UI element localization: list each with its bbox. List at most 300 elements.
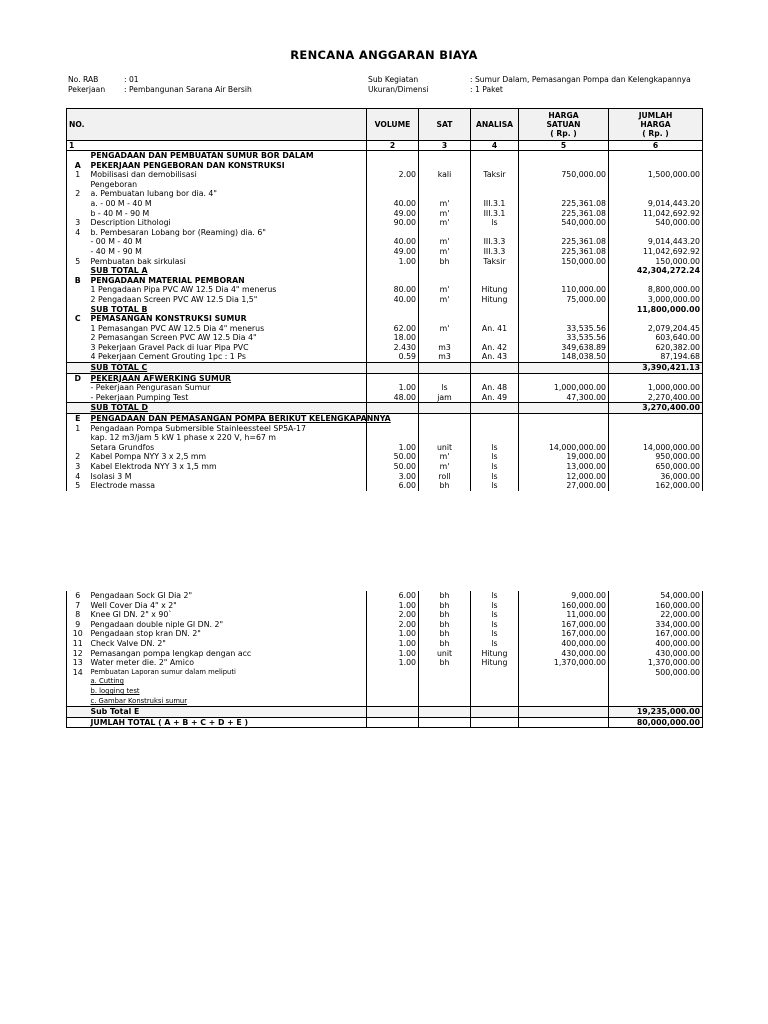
row-volume: 1.00 bbox=[367, 257, 419, 267]
row-unit bbox=[419, 677, 471, 687]
row-description: - Pekerjaan Pumping Test bbox=[89, 393, 367, 403]
row-description: Electrode massa bbox=[89, 481, 367, 491]
row-description: Pemasangan pompa lengkap dengan acc bbox=[89, 649, 367, 659]
row-volume: 2.00 bbox=[367, 170, 419, 180]
table-row bbox=[67, 333, 703, 343]
table-row bbox=[67, 170, 703, 180]
row-volume bbox=[367, 266, 419, 276]
row-description: PEMASANGAN KONSTRUKSI SUMUR bbox=[89, 314, 367, 324]
row-unit: bh bbox=[419, 639, 471, 649]
row-total-price: 650,000.00 bbox=[609, 462, 703, 472]
row-description: a. Pembuatan lubang bor dia. 4" bbox=[89, 189, 367, 199]
row-analysis: ls bbox=[471, 610, 519, 620]
row-total-price: 1,000,000.00 bbox=[609, 383, 703, 393]
row-total-price bbox=[609, 687, 703, 697]
table-row bbox=[67, 151, 703, 161]
row-total-price: 162,000.00 bbox=[609, 481, 703, 491]
row-unit-price bbox=[519, 414, 609, 424]
row-volume: 1.00 bbox=[367, 443, 419, 453]
table-row bbox=[67, 601, 703, 611]
row-unit-price bbox=[519, 373, 609, 383]
row-unit-price: 12,000.00 bbox=[519, 472, 609, 482]
row-total-price: 160,000.00 bbox=[609, 601, 703, 611]
row-analysis bbox=[471, 373, 519, 383]
row-volume bbox=[367, 677, 419, 687]
row-total-price: 500,000.00 bbox=[609, 668, 703, 678]
row-description: a. - 00 M - 40 M bbox=[89, 199, 367, 209]
row-total-price: 1,370,000.00 bbox=[609, 658, 703, 668]
row-unit: ls bbox=[419, 383, 471, 393]
row-description: Description Lithologi bbox=[89, 218, 367, 228]
row-description: SUB TOTAL A bbox=[89, 266, 367, 276]
row-description: Pengeboran bbox=[89, 180, 367, 190]
row-total-price: 80,000,000.00 bbox=[609, 717, 703, 728]
table-row bbox=[67, 237, 703, 247]
row-description: JUMLAH TOTAL ( A + B + C + D + E ) bbox=[89, 717, 367, 728]
row-unit-price: 150,000.00 bbox=[519, 257, 609, 267]
row-volume bbox=[367, 697, 419, 707]
row-unit-price bbox=[519, 424, 609, 434]
rab-table-continued bbox=[66, 591, 703, 728]
row-total-price bbox=[609, 276, 703, 286]
table-row bbox=[67, 697, 703, 707]
row-no: 1 bbox=[67, 170, 89, 180]
row-unit-price: 1,000,000.00 bbox=[519, 383, 609, 393]
row-unit bbox=[419, 373, 471, 383]
row-total-price: 950,000.00 bbox=[609, 452, 703, 462]
row-volume bbox=[367, 668, 419, 678]
table-row bbox=[67, 677, 703, 687]
row-unit bbox=[419, 333, 471, 343]
row-description: Water meter die. 2" Amico bbox=[89, 658, 367, 668]
row-volume bbox=[367, 189, 419, 199]
row-volume bbox=[367, 305, 419, 315]
row-unit-price bbox=[519, 228, 609, 238]
table-row bbox=[67, 363, 703, 374]
no-rab-label: No. RAB bbox=[68, 75, 99, 84]
row-volume bbox=[367, 403, 419, 414]
row-description: Check Valve DN. 2" bbox=[89, 639, 367, 649]
row-analysis bbox=[471, 363, 519, 374]
row-analysis: ls bbox=[471, 620, 519, 630]
index-4: 4 bbox=[471, 141, 519, 151]
row-unit-price bbox=[519, 276, 609, 286]
table-row bbox=[67, 199, 703, 209]
row-no bbox=[67, 285, 89, 295]
row-description: Pengadaan stop kran DN. 2" bbox=[89, 629, 367, 639]
table-row bbox=[67, 403, 703, 414]
row-unit bbox=[419, 180, 471, 190]
rab-table bbox=[66, 108, 703, 491]
row-total-price bbox=[609, 161, 703, 171]
row-no bbox=[67, 324, 89, 334]
row-unit: bh bbox=[419, 620, 471, 630]
row-no bbox=[67, 697, 89, 707]
table-row bbox=[67, 343, 703, 353]
pekerjaan-value: : Pembangunan Sarana Air Bersih bbox=[124, 85, 252, 94]
column-index-row bbox=[67, 141, 703, 151]
row-volume: 6.00 bbox=[367, 481, 419, 491]
row-unit: unit bbox=[419, 649, 471, 659]
row-analysis: III.3.3 bbox=[471, 247, 519, 257]
table-row bbox=[67, 687, 703, 697]
row-unit bbox=[419, 151, 471, 161]
row-total-price bbox=[609, 373, 703, 383]
row-analysis bbox=[471, 403, 519, 414]
sub-kegiatan-label: Sub Kegiatan bbox=[368, 75, 419, 84]
row-total-price: 42,304,272.24 bbox=[609, 266, 703, 276]
row-no: A bbox=[67, 161, 89, 171]
row-analysis: ls bbox=[471, 443, 519, 453]
row-volume: 40.00 bbox=[367, 295, 419, 305]
row-unit bbox=[419, 668, 471, 678]
table-row bbox=[67, 373, 703, 383]
table-row bbox=[67, 414, 703, 424]
row-unit bbox=[419, 276, 471, 286]
row-unit-price bbox=[519, 266, 609, 276]
row-no bbox=[67, 343, 89, 353]
row-total-price: 2,270,400.00 bbox=[609, 393, 703, 403]
row-description: kap. 12 m3/jam 5 kW 1 phase x 220 V, h=67 m bbox=[89, 433, 367, 443]
row-unit-price bbox=[519, 707, 609, 718]
row-no bbox=[67, 237, 89, 247]
row-analysis: III.3.3 bbox=[471, 237, 519, 247]
row-analysis: III.3.1 bbox=[471, 199, 519, 209]
row-unit bbox=[419, 424, 471, 434]
row-no: 12 bbox=[67, 649, 89, 659]
row-volume bbox=[367, 433, 419, 443]
sub-kegiatan-value: : Sumur Dalam, Pemasangan Pompa dan Kelengkapannya bbox=[470, 75, 691, 84]
row-unit: m' bbox=[419, 199, 471, 209]
row-unit-price bbox=[519, 697, 609, 707]
row-description: Sub Total E bbox=[89, 707, 367, 718]
row-volume: 48.00 bbox=[367, 393, 419, 403]
no-rab-value: : 01 bbox=[124, 75, 139, 84]
row-analysis: An. 49 bbox=[471, 393, 519, 403]
row-total-price: 620,382.00 bbox=[609, 343, 703, 353]
row-no bbox=[67, 707, 89, 718]
row-unit: bh bbox=[419, 601, 471, 611]
row-volume bbox=[367, 314, 419, 324]
row-unit: m3 bbox=[419, 343, 471, 353]
row-total-price: 9,014,443.20 bbox=[609, 237, 703, 247]
row-unit-price: 33,535.56 bbox=[519, 324, 609, 334]
row-unit bbox=[419, 433, 471, 443]
row-volume: 62.00 bbox=[367, 324, 419, 334]
row-no bbox=[67, 443, 89, 453]
row-no bbox=[67, 199, 89, 209]
row-no bbox=[67, 266, 89, 276]
row-description: c. Gambar Konstruksi sumur bbox=[89, 697, 367, 707]
header-jumlah-harga bbox=[609, 109, 703, 141]
row-description: a. Cutting bbox=[89, 677, 367, 687]
row-analysis bbox=[471, 276, 519, 286]
row-analysis: Hitung bbox=[471, 658, 519, 668]
row-no: C bbox=[67, 314, 89, 324]
row-unit bbox=[419, 707, 471, 718]
row-description: Knee GI DN. 2" x 90` bbox=[89, 610, 367, 620]
row-volume: 49.00 bbox=[367, 247, 419, 257]
row-description: SUB TOTAL B bbox=[89, 305, 367, 315]
row-analysis: ls bbox=[471, 601, 519, 611]
row-unit bbox=[419, 161, 471, 171]
row-no bbox=[67, 295, 89, 305]
row-no: D bbox=[67, 373, 89, 383]
row-unit-price: 349,638.89 bbox=[519, 343, 609, 353]
row-volume bbox=[367, 151, 419, 161]
row-analysis bbox=[471, 228, 519, 238]
header-jumlah-harga-line2: HARGA bbox=[640, 120, 671, 129]
row-total-price: 150,000.00 bbox=[609, 257, 703, 267]
row-analysis bbox=[471, 433, 519, 443]
table-row bbox=[67, 610, 703, 620]
row-volume: 2.430 bbox=[367, 343, 419, 353]
row-analysis: An. 42 bbox=[471, 343, 519, 353]
row-no: B bbox=[67, 276, 89, 286]
row-volume: 1.00 bbox=[367, 649, 419, 659]
table-row bbox=[67, 649, 703, 659]
table-row bbox=[67, 276, 703, 286]
row-description: Pengadaan double niple GI DN. 2" bbox=[89, 620, 367, 630]
table-row bbox=[67, 257, 703, 267]
row-unit-price: 19,000.00 bbox=[519, 452, 609, 462]
row-volume bbox=[367, 363, 419, 374]
row-description: - 00 M - 40 M bbox=[89, 237, 367, 247]
row-no bbox=[67, 363, 89, 374]
row-unit-price bbox=[519, 189, 609, 199]
row-volume bbox=[367, 228, 419, 238]
table-row bbox=[67, 472, 703, 482]
header-jumlah-harga-line1: JUMLAH bbox=[638, 111, 673, 120]
row-no bbox=[67, 180, 89, 190]
row-unit-price: 13,000.00 bbox=[519, 462, 609, 472]
row-no: 3 bbox=[67, 218, 89, 228]
index-2: 2 bbox=[367, 141, 419, 151]
row-volume: 2.00 bbox=[367, 610, 419, 620]
row-volume: 18.00 bbox=[367, 333, 419, 343]
row-no bbox=[67, 151, 89, 161]
table-row bbox=[67, 383, 703, 393]
row-analysis: ls bbox=[471, 591, 519, 601]
index-5: 5 bbox=[519, 141, 609, 151]
row-no bbox=[67, 433, 89, 443]
row-total-price: 3,000,000.00 bbox=[609, 295, 703, 305]
row-volume bbox=[367, 717, 419, 728]
row-no: 2 bbox=[67, 452, 89, 462]
header-sat: SAT bbox=[419, 109, 471, 141]
header-harga-satuan bbox=[519, 109, 609, 141]
row-unit-price: 400,000.00 bbox=[519, 639, 609, 649]
row-total-price bbox=[609, 424, 703, 434]
row-analysis: Hitung bbox=[471, 649, 519, 659]
table-row bbox=[67, 352, 703, 362]
header-harga-satuan-line3: ( Rp. ) bbox=[550, 129, 577, 138]
row-volume: 1.00 bbox=[367, 629, 419, 639]
row-no: 1 bbox=[67, 424, 89, 434]
table-row bbox=[67, 305, 703, 315]
row-unit-price: 225,361.08 bbox=[519, 247, 609, 257]
row-analysis bbox=[471, 161, 519, 171]
row-no bbox=[67, 403, 89, 414]
row-analysis bbox=[471, 424, 519, 434]
row-analysis: An. 41 bbox=[471, 324, 519, 334]
table-row bbox=[67, 668, 703, 678]
row-volume: 1.00 bbox=[367, 639, 419, 649]
row-unit-price: 225,361.08 bbox=[519, 209, 609, 219]
row-description: Kabel Elektroda NYY 3 x 1,5 mm bbox=[89, 462, 367, 472]
row-unit-price: 27,000.00 bbox=[519, 481, 609, 491]
row-unit: bh bbox=[419, 610, 471, 620]
row-unit-price: 1,370,000.00 bbox=[519, 658, 609, 668]
row-unit-price bbox=[519, 314, 609, 324]
row-description: SUB TOTAL C bbox=[89, 363, 367, 374]
table-row bbox=[67, 209, 703, 219]
row-analysis: ls bbox=[471, 452, 519, 462]
table-row bbox=[67, 639, 703, 649]
row-analysis: ls bbox=[471, 629, 519, 639]
row-unit-price: 225,361.08 bbox=[519, 199, 609, 209]
row-description: b. logging test bbox=[89, 687, 367, 697]
row-description: PENGADAAN DAN PEMBUATAN SUMUR BOR DALAM bbox=[89, 151, 367, 161]
row-total-price: 11,042,692.92 bbox=[609, 209, 703, 219]
row-unit-price bbox=[519, 180, 609, 190]
row-unit bbox=[419, 363, 471, 374]
row-no: 9 bbox=[67, 620, 89, 630]
row-volume: 2.00 bbox=[367, 620, 419, 630]
table-row bbox=[67, 247, 703, 257]
row-volume bbox=[367, 161, 419, 171]
index-6: 6 bbox=[609, 141, 703, 151]
row-description: Pengadaan Pompa Submersible Stainleessteel SP5A-17 bbox=[89, 424, 367, 434]
row-unit: kali bbox=[419, 170, 471, 180]
row-unit-price: 14,000,000.00 bbox=[519, 443, 609, 453]
row-total-price: 603,640.00 bbox=[609, 333, 703, 343]
row-total-price bbox=[609, 314, 703, 324]
row-description: 1 Pengadaan Pipa PVC AW 12.5 Dia 4" menerus bbox=[89, 285, 367, 295]
row-total-price: 9,014,443.20 bbox=[609, 199, 703, 209]
row-description: 2 Pengadaan Screen PVC AW 12.5 Dia 1,5" bbox=[89, 295, 367, 305]
row-volume: 6.00 bbox=[367, 591, 419, 601]
row-unit bbox=[419, 414, 471, 424]
row-volume: 0.59 bbox=[367, 352, 419, 362]
row-total-price: 36,000.00 bbox=[609, 472, 703, 482]
row-unit: m' bbox=[419, 247, 471, 257]
row-volume: 1.00 bbox=[367, 601, 419, 611]
row-no bbox=[67, 717, 89, 728]
row-total-price: 334,000.00 bbox=[609, 620, 703, 630]
row-unit-price bbox=[519, 433, 609, 443]
table-row bbox=[67, 462, 703, 472]
row-unit-price bbox=[519, 717, 609, 728]
row-no bbox=[67, 393, 89, 403]
index-1: 1 bbox=[67, 141, 367, 151]
row-description: 2 Pemasangan Screen PVC AW 12.5 Dia 4" bbox=[89, 333, 367, 343]
row-unit: m' bbox=[419, 285, 471, 295]
header-no: NO. bbox=[67, 109, 367, 141]
row-unit-price bbox=[519, 305, 609, 315]
row-unit: m' bbox=[419, 295, 471, 305]
row-unit: m' bbox=[419, 324, 471, 334]
table-row bbox=[67, 161, 703, 171]
row-total-price bbox=[609, 697, 703, 707]
row-total-price: 54,000.00 bbox=[609, 591, 703, 601]
row-unit: jam bbox=[419, 393, 471, 403]
row-unit bbox=[419, 189, 471, 199]
row-no: 10 bbox=[67, 629, 89, 639]
page-title: RENCANA ANGGARAN BIAYA bbox=[290, 48, 478, 62]
row-volume: 1.00 bbox=[367, 383, 419, 393]
row-analysis bbox=[471, 707, 519, 718]
table-row bbox=[67, 218, 703, 228]
row-analysis bbox=[471, 314, 519, 324]
row-no bbox=[67, 333, 89, 343]
row-no: 4 bbox=[67, 472, 89, 482]
row-description: PEKERJAAN PENGEBORAN DAN KONSTRUKSI bbox=[89, 161, 367, 171]
row-total-price bbox=[609, 228, 703, 238]
row-unit: m3 bbox=[419, 352, 471, 362]
row-analysis bbox=[471, 677, 519, 687]
row-analysis: Taksir bbox=[471, 257, 519, 267]
row-description: - 40 M - 90 M bbox=[89, 247, 367, 257]
row-unit: unit bbox=[419, 443, 471, 453]
row-analysis: An. 43 bbox=[471, 352, 519, 362]
row-no: 5 bbox=[67, 257, 89, 267]
row-total-price bbox=[609, 433, 703, 443]
row-volume: 50.00 bbox=[367, 462, 419, 472]
row-unit: bh bbox=[419, 257, 471, 267]
row-no: 11 bbox=[67, 639, 89, 649]
row-description: b - 40 M - 90 M bbox=[89, 209, 367, 219]
row-description: Well Cover Dia 4" x 2" bbox=[89, 601, 367, 611]
row-total-price: 14,000,000.00 bbox=[609, 443, 703, 453]
table-row bbox=[67, 324, 703, 334]
row-unit-price: 160,000.00 bbox=[519, 601, 609, 611]
row-unit-price: 47,300.00 bbox=[519, 393, 609, 403]
row-unit: m' bbox=[419, 218, 471, 228]
row-no: 13 bbox=[67, 658, 89, 668]
row-analysis: ls bbox=[471, 462, 519, 472]
table-row bbox=[67, 228, 703, 238]
row-analysis bbox=[471, 414, 519, 424]
row-volume: 1.00 bbox=[367, 658, 419, 668]
row-analysis bbox=[471, 305, 519, 315]
table-row bbox=[67, 295, 703, 305]
table-row bbox=[67, 620, 703, 630]
row-total-price: 167,000.00 bbox=[609, 629, 703, 639]
row-total-price: 11,042,692.92 bbox=[609, 247, 703, 257]
row-total-price bbox=[609, 414, 703, 424]
row-total-price: 400,000.00 bbox=[609, 639, 703, 649]
row-unit-price: 225,361.08 bbox=[519, 237, 609, 247]
table-row bbox=[67, 314, 703, 324]
row-unit bbox=[419, 403, 471, 414]
row-unit-price: 110,000.00 bbox=[519, 285, 609, 295]
row-total-price bbox=[609, 180, 703, 190]
row-no bbox=[67, 209, 89, 219]
row-unit-price bbox=[519, 687, 609, 697]
row-no: 5 bbox=[67, 481, 89, 491]
row-volume: 90.00 bbox=[367, 218, 419, 228]
row-volume bbox=[367, 276, 419, 286]
row-unit: m' bbox=[419, 209, 471, 219]
table-row bbox=[67, 443, 703, 453]
row-volume: 3.00 bbox=[367, 472, 419, 482]
table-row bbox=[67, 717, 703, 728]
table-row bbox=[67, 481, 703, 491]
row-volume: 40.00 bbox=[367, 199, 419, 209]
row-unit-price bbox=[519, 363, 609, 374]
row-unit: bh bbox=[419, 658, 471, 668]
